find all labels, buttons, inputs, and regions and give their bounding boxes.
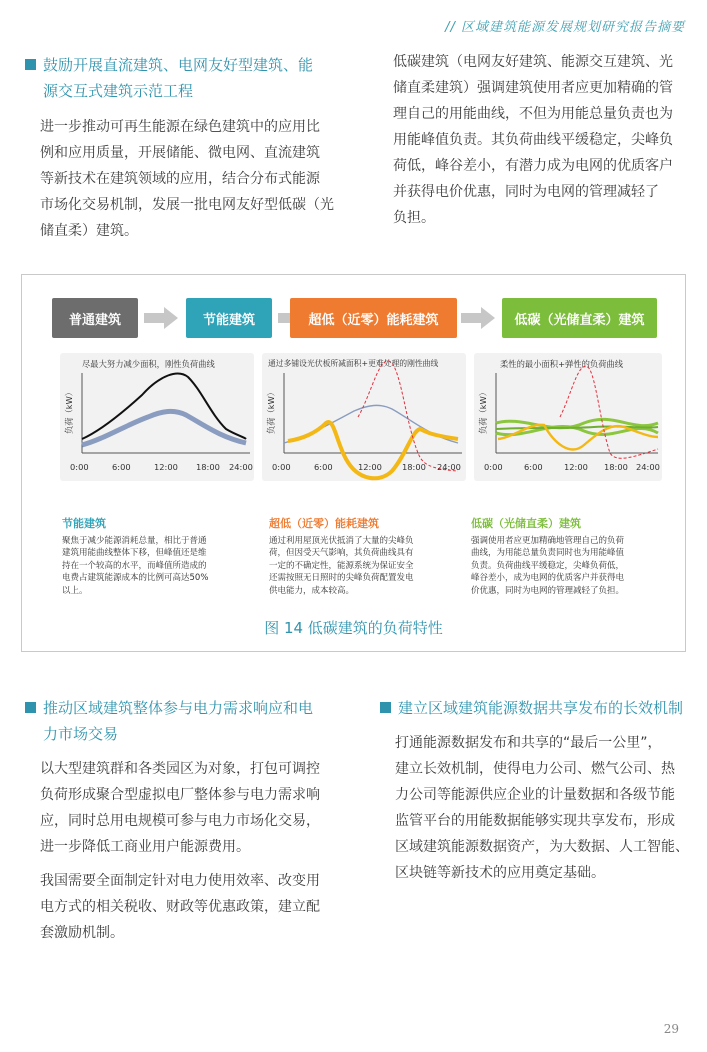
heading-line: 源交互式建筑示范工程 <box>43 82 194 100</box>
text-line: 荷低，峰谷差小，有潜力成为电网的优质客户 <box>393 158 673 174</box>
text-line: 峰谷差小，成为电网的优质客户并获得电 <box>471 573 625 584</box>
text-line: 以上。 <box>62 585 88 596</box>
arrow-right-icon <box>144 307 178 329</box>
text-line: 监管平台的用能数据能够实现共享发布，形成 <box>395 813 675 829</box>
text-line: 套激励机制。 <box>40 925 124 941</box>
description-heading-low-carbon: 低碳（光储直柔）建筑 <box>471 517 581 530</box>
paragraph-incentive-policy <box>40 868 345 946</box>
y-axis-label: 负荷（kW） <box>266 387 277 435</box>
x-tick-label: 24:00 <box>437 462 461 472</box>
stage-energy-saving-building: 节能建筑 <box>186 298 272 338</box>
text-line: 用能峰值负责。其负荷曲线平缓稳定，尖峰负 <box>393 132 673 148</box>
description-energy-saving <box>62 535 252 597</box>
x-tick-label: 0:00 <box>70 462 89 472</box>
heading-line: 力市场交易 <box>43 725 119 743</box>
text-line: 例和应用质量，开展储能、微电网、直流建筑 <box>40 145 320 161</box>
description-ultra-low <box>269 535 465 597</box>
text-line: 负荷形成聚合型虚拟电厂整体参与电力需求响 <box>40 787 320 803</box>
panel-title: 尽最大努力减少面积，刚性负荷曲线 <box>82 359 215 369</box>
text-line: 供电能力，成本较高。 <box>269 585 355 596</box>
text-line: 我国需要全面制定针对电力使用效率、改变用 <box>40 873 320 889</box>
section-heading-data-sharing <box>380 695 700 721</box>
x-tick-label: 12:00 <box>358 462 382 472</box>
text-line: 理自己的用能曲线，不但为用能总量负责也为 <box>393 106 673 122</box>
y-axis-label: 负荷（kW） <box>478 387 489 435</box>
stage-ultra-low-energy-building: 超低（近零）能耗建筑 <box>290 298 457 338</box>
x-tick-label: 12:00 <box>564 462 588 472</box>
figure-load-characteristics <box>21 274 686 652</box>
text-line: 持在一个较高的水平，而峰值所造成的 <box>62 560 207 571</box>
x-tick-label: 18:00 <box>402 462 426 472</box>
text-line: 建立长效机制，使得电力公司、燃气公司、热 <box>395 761 675 777</box>
x-tick-label: 6:00 <box>112 462 131 472</box>
description-low-carbon <box>471 535 667 597</box>
text-line: 力公司等能源供应企业的计量数据和各级节能 <box>395 787 675 803</box>
section-heading-demand-response <box>25 695 345 747</box>
heading-line: 建立区域建筑能源数据共享发布的长效机制 <box>398 699 684 717</box>
text-line: 进一步降低工商业用户能源费用。 <box>40 839 250 855</box>
text-line: 区块链等新技术的应用奠定基础。 <box>395 865 605 881</box>
x-tick-label: 24:00 <box>229 462 253 472</box>
text-line: 进一步推动可再生能源在绿色建筑中的应用比 <box>40 119 320 135</box>
x-tick-label: 6:00 <box>524 462 543 472</box>
text-line: 低碳建筑（电网友好建筑、能源交互建筑、光 <box>393 54 673 70</box>
text-line: 储直柔建筑）强调建筑使用者应更加精确的管 <box>393 80 673 96</box>
text-line: 区域建筑能源数据资产，为大数据、人工智能、 <box>395 839 689 855</box>
text-line: 储直柔）建筑。 <box>40 223 138 239</box>
x-tick-label: 0:00 <box>272 462 291 472</box>
text-line: 并获得电价优惠，同时为电网的管理减轻了 <box>393 184 659 200</box>
load-curve-panel-ultra-low <box>262 353 466 481</box>
arrow-right-icon <box>461 307 495 329</box>
x-tick-label: 18:00 <box>604 462 628 472</box>
text-line: 聚焦于减少能源消耗总量，相比于普通 <box>62 536 207 546</box>
text-line: 以大型建筑群和各类园区为对象，打包可调控 <box>40 761 320 777</box>
text-line: 负责。负荷曲线平缓稳定，尖峰负荷低， <box>471 560 625 571</box>
page-number: 29 <box>663 1022 679 1036</box>
text-line: 打通能源数据发布和共享的“最后一公里”， <box>395 735 662 751</box>
description-heading-ultra-low: 超低（近零）能耗建筑 <box>269 517 379 530</box>
text-line: 强调使用者应更加精确地管理自己的负荷 <box>471 536 625 546</box>
text-line: 还需按照无日照时的尖峰负荷配置发电 <box>269 573 414 584</box>
stage-low-carbon-building: 低碳（光储直柔）建筑 <box>502 298 657 338</box>
paragraph-low-carbon-intro <box>393 49 693 231</box>
text-line: 电方式的相关税收、财政等优惠政策，建立配 <box>40 899 320 915</box>
text-line: 市场化交易机制，发展一批电网友好型低碳（光 <box>40 197 334 213</box>
text-line: 电费占建筑能源成本的比例可高达50% <box>62 573 209 584</box>
x-tick-label: 18:00 <box>196 462 220 472</box>
text-line: 价优惠，同时为电网的管理减轻了负担。 <box>471 585 625 596</box>
text-line: 一定的不确定性，能源系统为保证安全 <box>269 560 414 571</box>
text-line: 荷，但因受天气影响，其负荷曲线具有 <box>269 548 414 559</box>
square-bullet-icon <box>25 702 36 713</box>
paragraph-dc-buildings <box>40 114 350 244</box>
heading-line: 鼓励开展直流建筑、电网友好型建筑、能 <box>43 56 314 74</box>
figure-caption: 图 14 低碳建筑的负荷特性 <box>264 619 443 637</box>
section-heading-dc-buildings <box>25 52 345 104</box>
panel-title: 柔性的最小面积+弹性的负荷曲线 <box>500 359 624 369</box>
text-line: 通过利用屋顶光伏抵消了大量的尖峰负 <box>269 536 414 546</box>
description-heading-energy-saving: 节能建筑 <box>62 517 106 530</box>
x-tick-label: 12:00 <box>154 462 178 472</box>
text-line: 负担。 <box>393 210 435 226</box>
text-line: 曲线，为用能总量负责同时也为用能峰值 <box>471 548 625 559</box>
square-bullet-icon <box>380 702 391 713</box>
stage-ordinary-building: 普通建筑 <box>52 298 138 338</box>
y-axis-label: 负荷（kW） <box>64 387 75 435</box>
x-tick-label: 24:00 <box>636 462 660 472</box>
load-curve-panel-energy-saving <box>60 353 254 481</box>
panel-title: 通过多铺设光伏板所减面积+更难处理的刚性曲线 <box>268 359 439 368</box>
report-running-title: // 区域建筑能源发展规划研究报告摘要 <box>445 20 685 35</box>
load-curve-panel-low-carbon <box>474 353 662 481</box>
paragraph-demand-response <box>40 756 345 860</box>
x-tick-label: 6:00 <box>314 462 333 472</box>
x-tick-label: 0:00 <box>484 462 503 472</box>
square-bullet-icon <box>25 59 36 70</box>
text-line: 应，同时总用电规模可参与电力市场化交易， <box>40 813 320 829</box>
paragraph-data-sharing <box>395 730 690 886</box>
heading-line: 推动区域建筑整体参与电力需求响应和电 <box>43 699 314 717</box>
text-line: 等新技术在建筑领域的应用，结合分布式能源 <box>40 171 320 187</box>
text-line: 建筑用能曲线整体下移，但峰值还是维 <box>62 548 207 559</box>
